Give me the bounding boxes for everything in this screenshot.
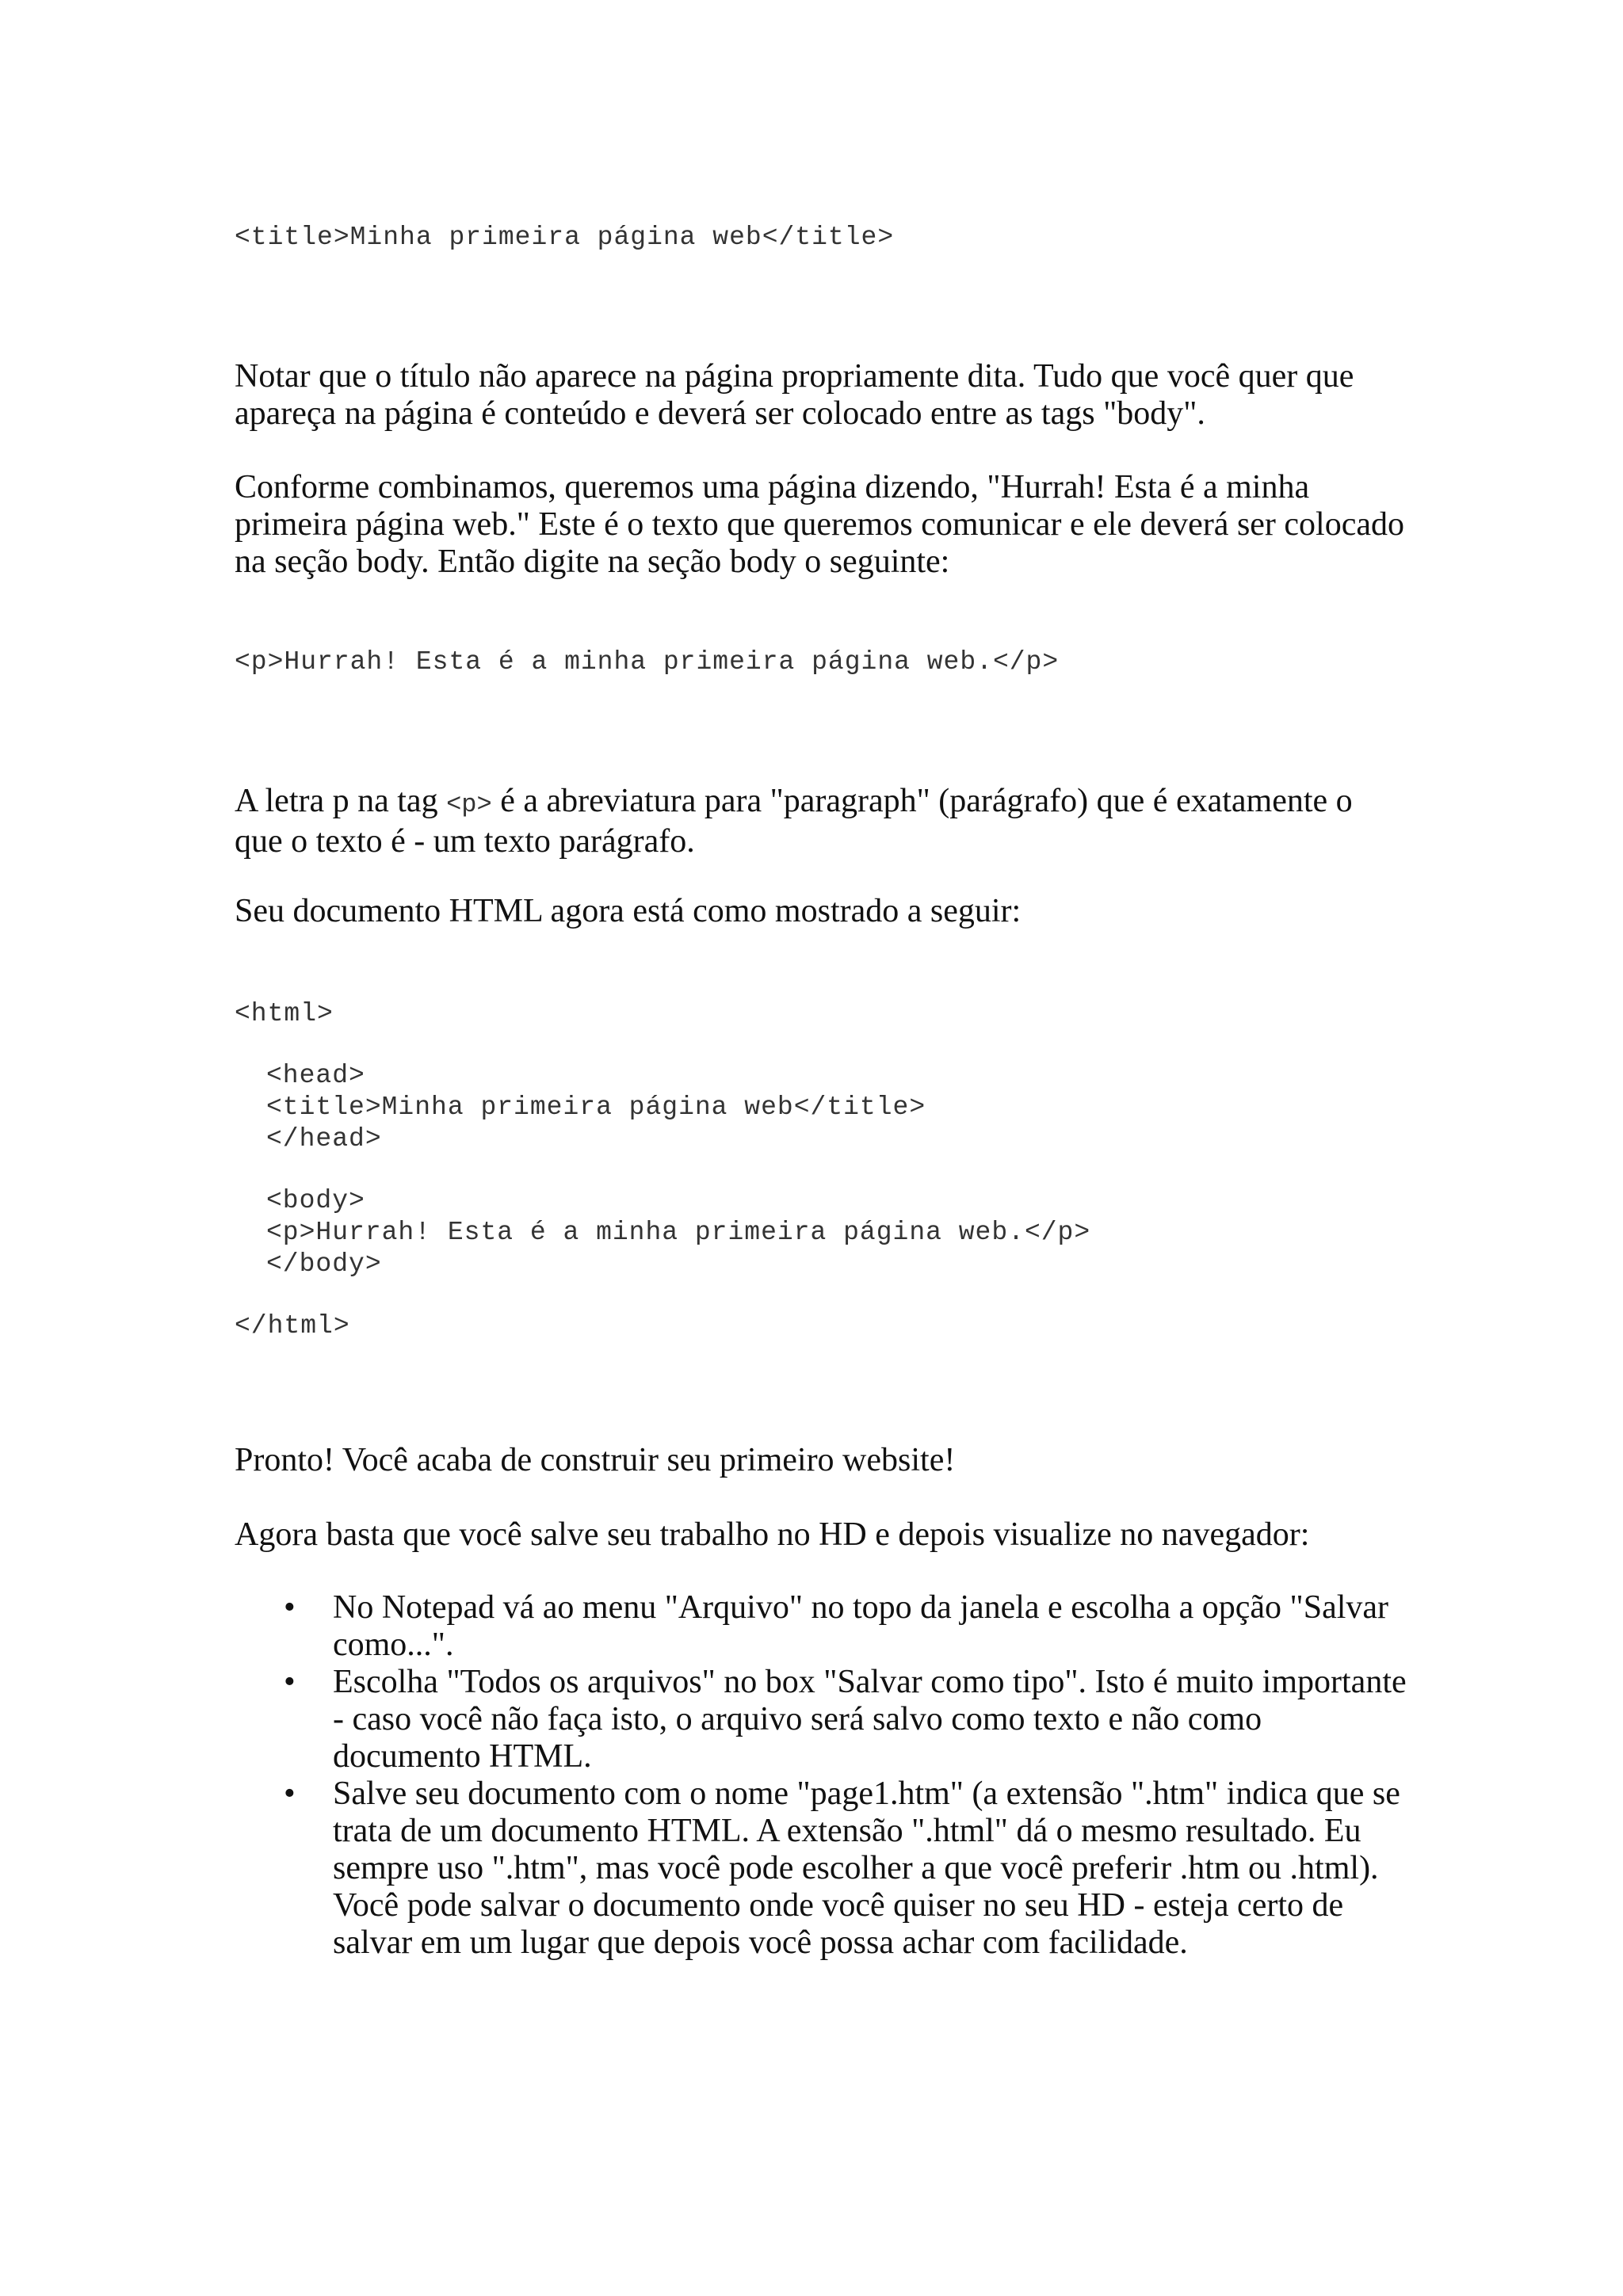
paragraph-conforme: Conforme combinamos, queremos uma página dizendo, "Hurrah! Esta é a minha primeira página web." Este é o texto que queremos comunicar e ele deverá ser colocado na seção body. Então digite na seção body o seguinte: (235, 469, 1405, 580)
letra-p-inline-code: <p> (446, 790, 492, 819)
paragraph-letra-p (235, 783, 1407, 860)
html-code-block (235, 998, 1090, 1342)
code-head-open: <head> (266, 1061, 365, 1090)
save-steps-list (235, 1589, 1407, 1962)
list-item (235, 1589, 1407, 1664)
code-head-close: </head> (266, 1124, 382, 1154)
code-title-tag: <title>Minha primeira página web</title> (266, 1093, 926, 1122)
list-item (235, 1775, 1407, 1962)
code-p-tag: <p>Hurrah! Esta é a minha primeira página web.</p> (266, 1218, 1091, 1247)
code-html-close: </html> (235, 1311, 350, 1341)
paragraph-agora: Agora basta que você salve seu trabalho no HD e depois visualize no navegador: (235, 1516, 1310, 1553)
letra-p-text-before: A letra p na tag (235, 783, 447, 819)
letra-p-text-after: é a abreviatura para "paragraph" (parágrafo) que é exatamente o que o texto é - um texto parágrafo. (235, 783, 1353, 860)
paragraph-pronto: Pronto! Você acaba de construir seu primeiro website! (235, 1442, 956, 1478)
paragraph-seu-documento: Seu documento HTML agora está como mostrado a seguir: (235, 893, 1022, 929)
list-item-text: Salve seu documento com o nome "page1.htm" (a extensão ".htm" indica que se trata de um documento HTML. A extensão ".html" dá o mesmo resultado. Eu sempre uso ".htm", mas você pode escolher a que você preferir .htm ou .html). Você pode salvar o documento onde você quiser no seu HD - esteja certo de salvar em um lugar que depois você possa achar com facilidade. (333, 1775, 1400, 1961)
bullet-icon: • (284, 1664, 296, 1700)
code-body-close: </body> (266, 1249, 382, 1279)
bullet-icon: • (284, 1775, 296, 1812)
list-item (235, 1664, 1407, 1775)
code-p-line: <p>Hurrah! Esta é a minha primeira página web.</p> (235, 647, 1060, 677)
paragraph-title-note: Notar que o título não aparece na página propriamente dita. Tudo que você quer que apareça na página é conteúdo e deverá ser colocado entre as tags "body". (235, 358, 1354, 432)
code-body-open: <body> (266, 1186, 365, 1215)
list-item-text: Escolha "Todos os arquivos" no box "Salvar como tipo". Isto é muito importante - caso você não faça isto, o arquivo será salvo como texto e não como documento HTML. (333, 1664, 1407, 1775)
list-item-text: No Notepad vá ao menu "Arquivo" no topo da janela e escolha a opção "Salvar como...". (333, 1589, 1389, 1663)
code-html-open: <html> (235, 999, 334, 1028)
bullet-icon: • (284, 1589, 296, 1626)
code-title-line: <title>Minha primeira página web</title> (235, 223, 895, 252)
